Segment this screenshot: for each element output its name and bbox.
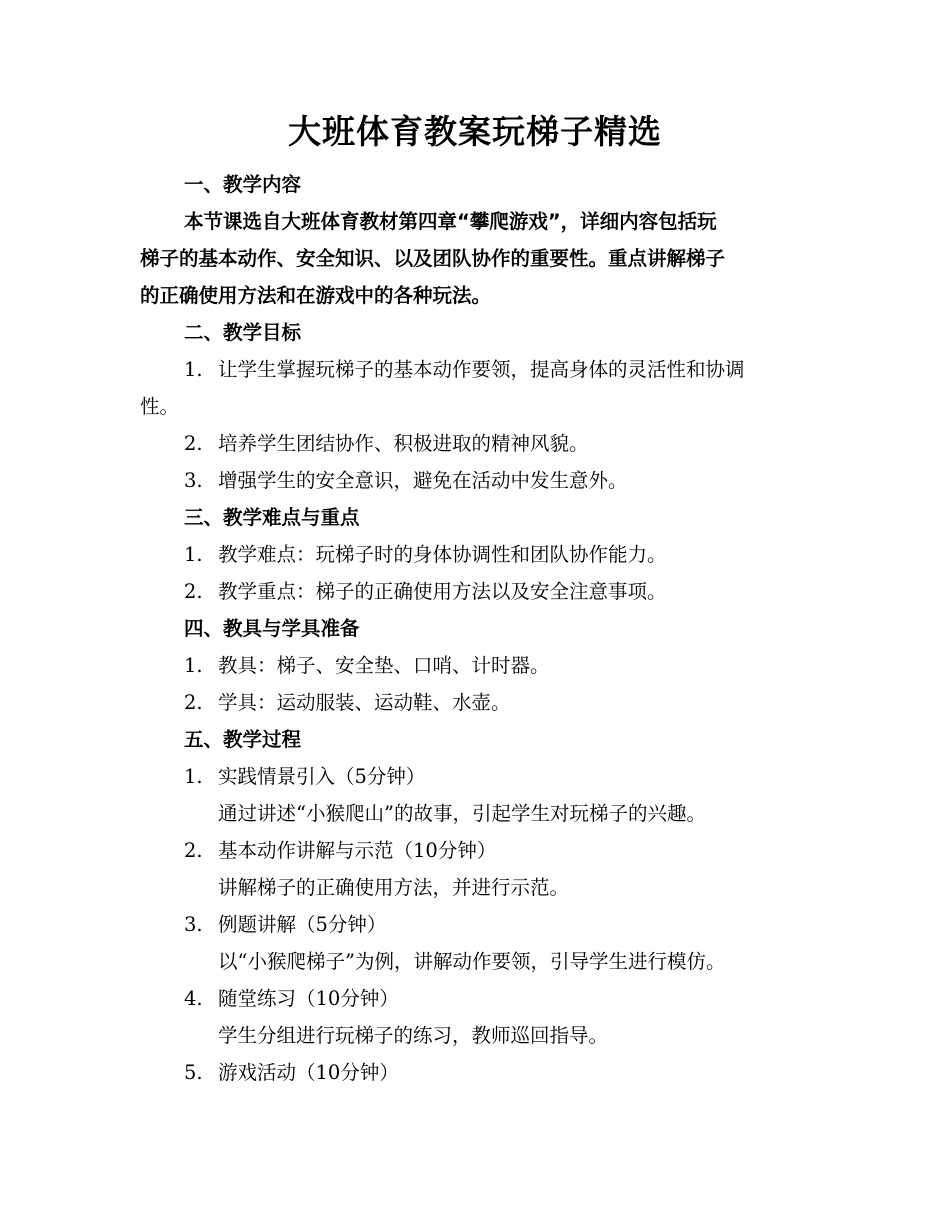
list-number: 4. bbox=[184, 987, 203, 1010]
section-heading-4: 四、教具与学具准备 bbox=[184, 617, 360, 640]
list-item bbox=[184, 356, 745, 384]
list-item bbox=[184, 985, 399, 1013]
list-number: 2. bbox=[184, 580, 203, 603]
section-heading-text: 二、教学目标 bbox=[184, 321, 302, 344]
list-text: 教具：梯子、安全垫、口哨、计时器。 bbox=[218, 654, 550, 677]
list-number: 5. bbox=[184, 1061, 203, 1084]
list-text: 培养学生团结协作、积极进取的精神风貌。 bbox=[218, 432, 589, 455]
list-item bbox=[184, 689, 511, 717]
paragraph-line: 梯子的基本动作、安全知识、以及团队协作的重要性。重点讲解梯子 bbox=[140, 247, 726, 270]
list-item bbox=[184, 541, 667, 569]
list-item-continuation: 性。 bbox=[140, 395, 180, 418]
list-item bbox=[184, 430, 589, 458]
list-number: 2. bbox=[184, 432, 203, 455]
list-item bbox=[184, 911, 386, 939]
page-title: 大班体育教案玩梯子精选 bbox=[288, 112, 662, 151]
list-text: 基本动作讲解与示范（10分钟） bbox=[218, 839, 497, 862]
section-heading-3: 三、教学难点与重点 bbox=[184, 506, 360, 529]
list-text: 教学难点：玩梯子时的身体协调性和团队协作能力。 bbox=[218, 543, 667, 566]
list-item bbox=[184, 837, 496, 865]
list-number: 1. bbox=[184, 358, 203, 381]
section-heading-5: 五、教学过程 bbox=[184, 728, 302, 751]
list-item bbox=[184, 652, 550, 680]
list-number: 2. bbox=[184, 839, 203, 862]
list-number: 3. bbox=[184, 469, 203, 492]
list-text: 随堂练习（10分钟） bbox=[218, 987, 399, 1010]
list-item-detail: 以“小猴爬梯子”为例，讲解动作要领，引导学生进行模仿。 bbox=[218, 950, 726, 973]
paragraph-line: 的正确使用方法和在游戏中的各种玩法。 bbox=[140, 284, 492, 307]
list-text: 增强学生的安全意识，避免在活动中发生意外。 bbox=[218, 469, 628, 492]
list-item bbox=[184, 578, 667, 606]
paragraph-line: 本节课选自大班体育教材第四章“攀爬游戏”，详细内容包括玩 bbox=[184, 210, 717, 233]
section-heading-1: 一、教学内容 bbox=[184, 173, 302, 196]
list-number: 3. bbox=[184, 913, 203, 936]
list-number: 1. bbox=[184, 765, 203, 788]
list-item bbox=[184, 763, 425, 791]
list-item-detail: 讲解梯子的正确使用方法，并进行示范。 bbox=[218, 876, 570, 899]
list-text: 教学重点：梯子的正确使用方法以及安全注意事项。 bbox=[218, 580, 667, 603]
list-text: 游戏活动（10分钟） bbox=[218, 1061, 399, 1084]
list-number: 2. bbox=[184, 691, 203, 714]
list-item-detail: 通过讲述“小猴爬山”的故事，引起学生对玩梯子的兴趣。 bbox=[218, 802, 706, 825]
list-text: 实践情景引入（5分钟） bbox=[218, 765, 426, 788]
list-text: 让学生掌握玩梯子的基本动作要领，提高身体的灵活性和协调 bbox=[218, 358, 745, 381]
list-number: 1. bbox=[184, 654, 203, 677]
list-item bbox=[184, 467, 628, 495]
list-item bbox=[184, 1059, 399, 1087]
list-text: 学具：运动服装、运动鞋、水壶。 bbox=[218, 691, 511, 714]
list-item-detail: 学生分组进行玩梯子的练习，教师巡回指导。 bbox=[218, 1024, 609, 1047]
section-heading-2 bbox=[184, 319, 301, 347]
list-number: 1. bbox=[184, 543, 203, 566]
list-text: 例题讲解（5分钟） bbox=[218, 913, 387, 936]
